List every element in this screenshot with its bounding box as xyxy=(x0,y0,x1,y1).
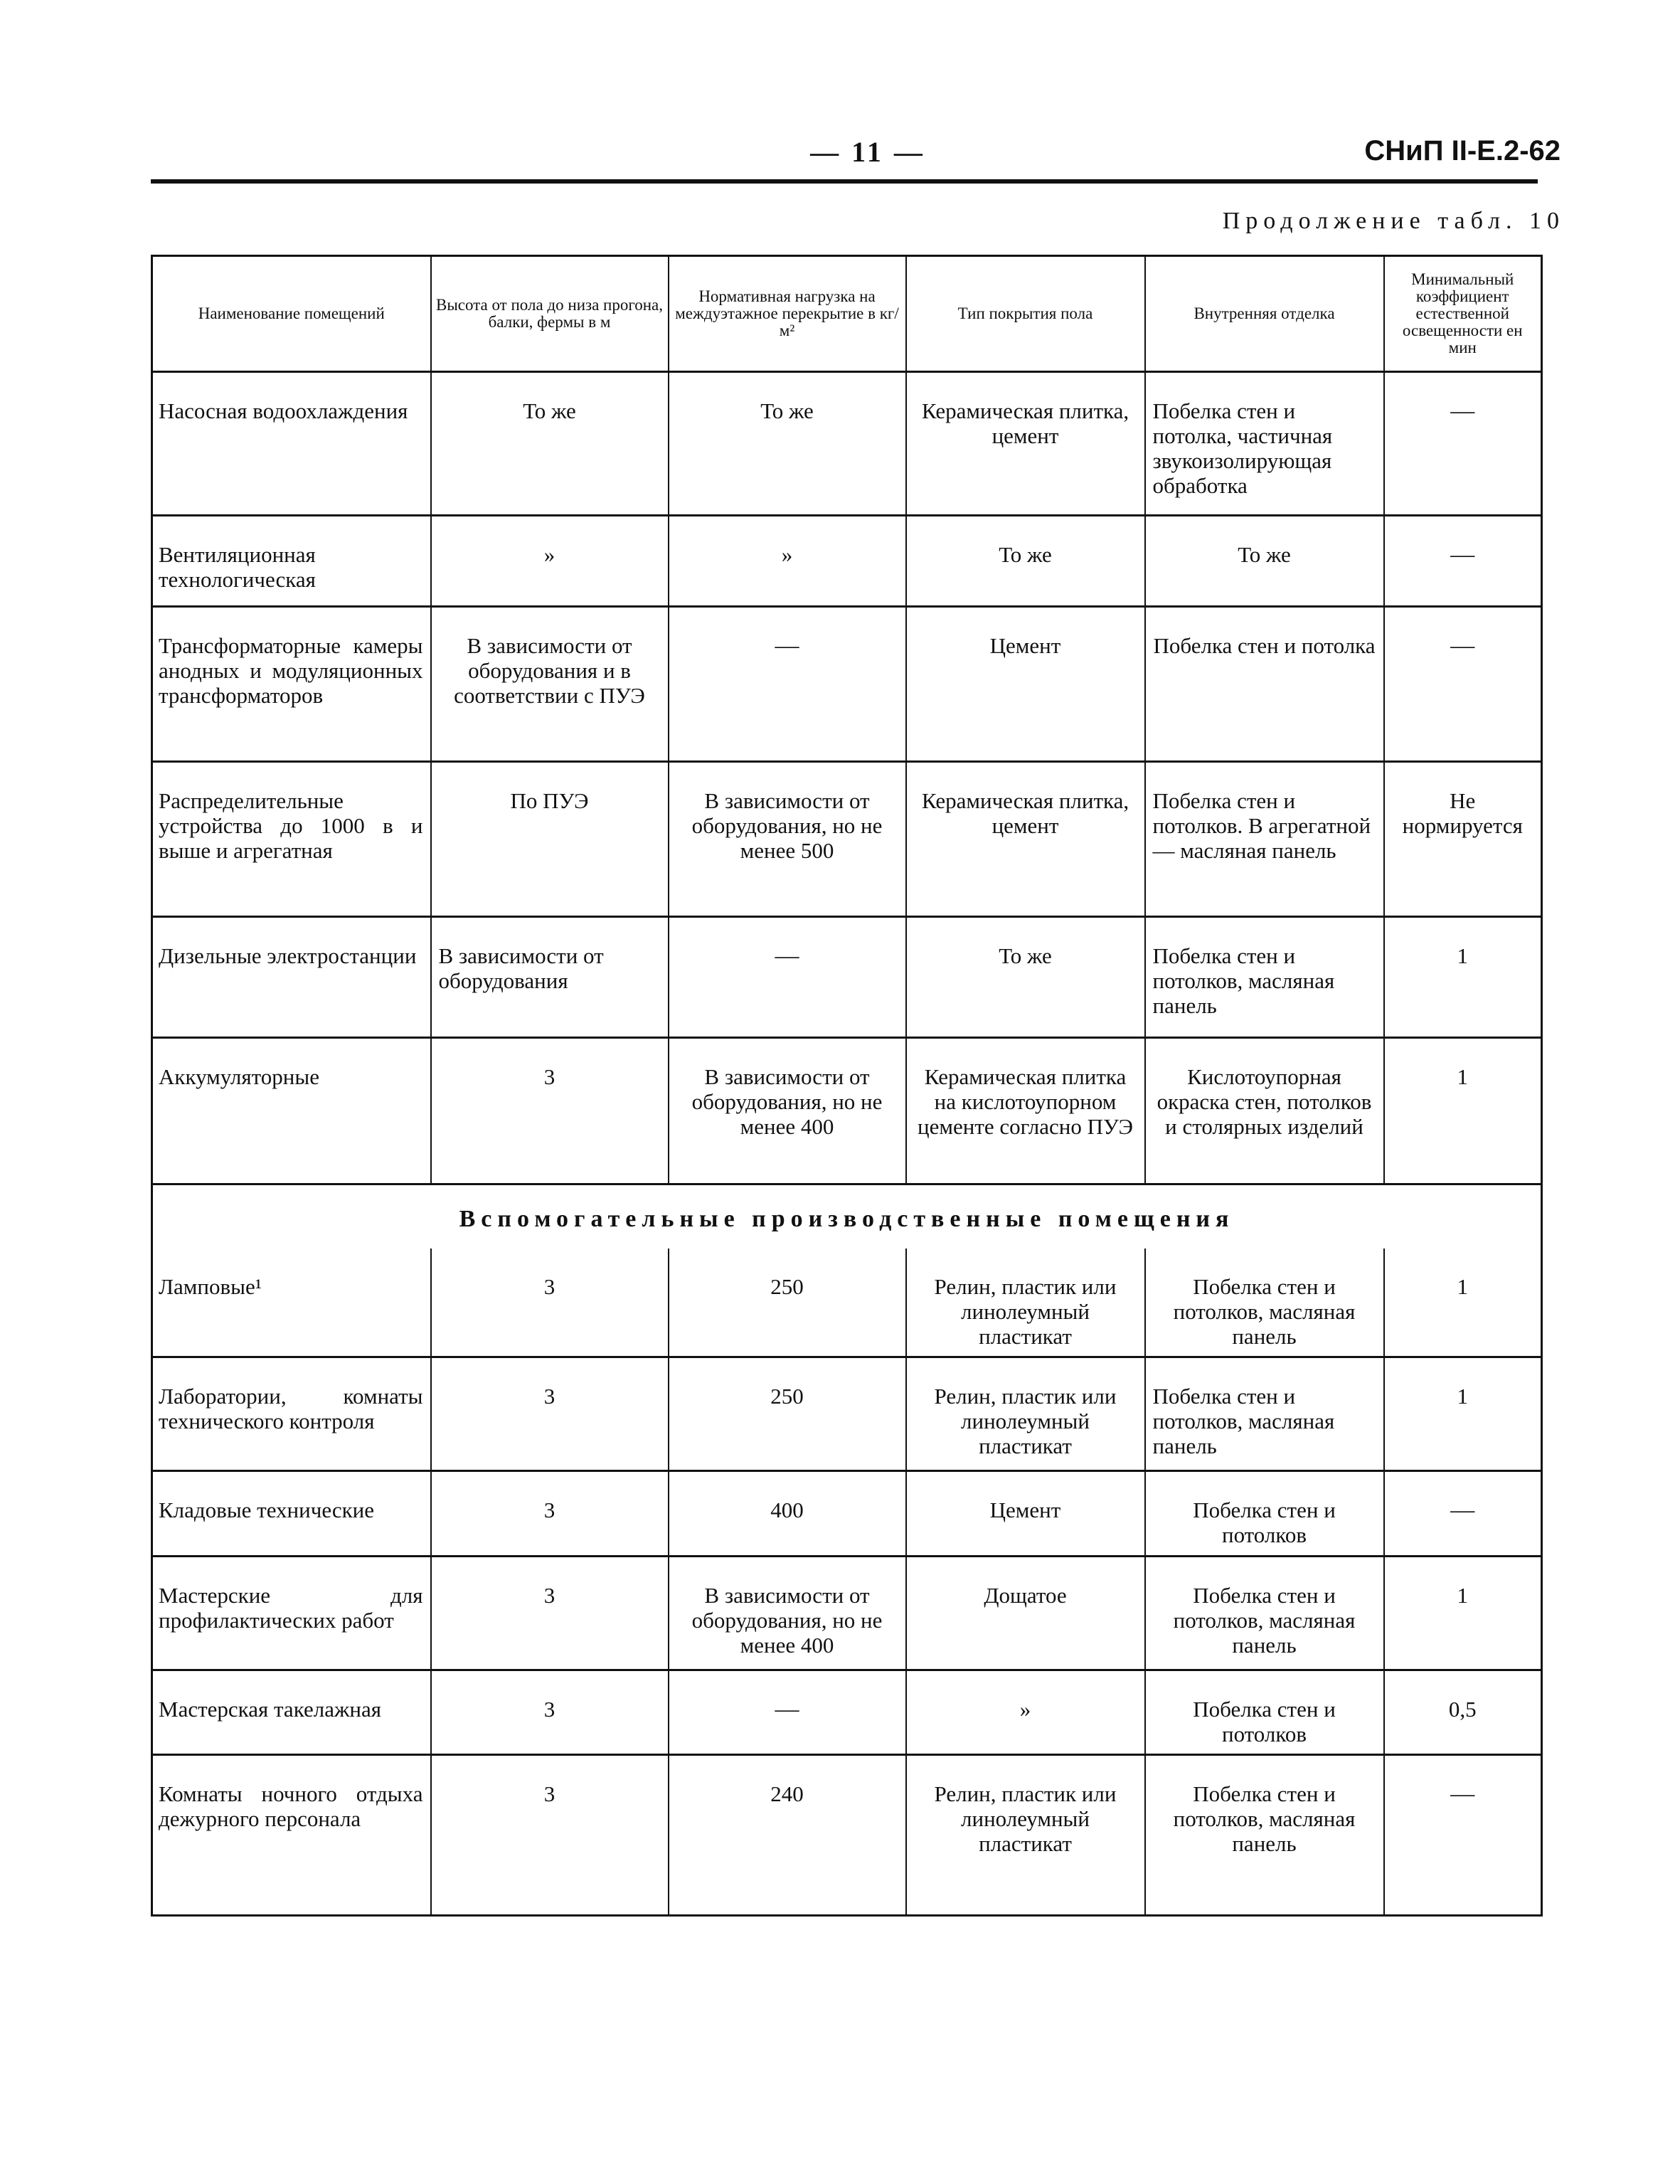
column-header-illumination: Минимальный коэффициент естественной освещенности eн мин xyxy=(1384,256,1542,372)
floor-type-cell: Релин, пластик или линолеумный пластикат xyxy=(906,1249,1145,1357)
table-row xyxy=(152,1357,1542,1471)
header-rule xyxy=(151,179,1538,184)
finish-cell: Побелка стен и потолков, масляная панель xyxy=(1145,917,1384,1038)
load-cell: 250 xyxy=(669,1357,906,1471)
column-header-height: Высота от пола до низа прогона, балки, фермы в м xyxy=(431,256,669,372)
load-cell: » xyxy=(669,516,906,607)
table-row xyxy=(152,1249,1542,1357)
floor-type-cell: То же xyxy=(906,516,1145,607)
finish-cell: Кислотоупорная окраска стен, потолков и столярных изделий xyxy=(1145,1038,1384,1184)
table-row xyxy=(152,1038,1542,1184)
page-number: — 11 — xyxy=(810,136,925,168)
illumination-cell: — xyxy=(1384,1471,1542,1557)
load-cell: — xyxy=(669,607,906,762)
finish-cell: Побелка стен и потолка xyxy=(1145,607,1384,762)
height-cell: » xyxy=(431,516,669,607)
table-row xyxy=(152,1755,1542,1916)
finish-cell: Побелка стен и потолков xyxy=(1145,1471,1384,1557)
section-title: Вспомогательные производственные помещения xyxy=(152,1184,1542,1249)
illumination-cell: — xyxy=(1384,516,1542,607)
column-header-room-name: Наименование помещений xyxy=(152,256,431,372)
illumination-cell: — xyxy=(1384,607,1542,762)
floor-type-cell: То же xyxy=(906,917,1145,1038)
table-row xyxy=(152,372,1542,516)
height-cell: По ПУЭ xyxy=(431,762,669,917)
load-cell: 400 xyxy=(669,1471,906,1557)
floor-type-cell: Керамическая плитка на кислотоупорном цементе согласно ПУЭ xyxy=(906,1038,1145,1184)
room-name-cell: Кладовые технические xyxy=(152,1471,431,1557)
illumination-cell: 1 xyxy=(1384,1038,1542,1184)
room-name-cell: Комнаты ночного отдыха дежурного персонала xyxy=(152,1755,431,1916)
height-cell: 3 xyxy=(431,1357,669,1471)
load-cell: В зависимости от оборудования, но не менее 400 xyxy=(669,1557,906,1670)
document-id: СНиП II-Е.2-62 xyxy=(1364,135,1561,166)
height-cell: 3 xyxy=(431,1249,669,1357)
table-row xyxy=(152,1471,1542,1557)
rooms-table xyxy=(151,255,1543,1917)
finish-cell: То же xyxy=(1145,516,1384,607)
finish-cell: Побелка стен и потолков. В агрегатной — масляная панель xyxy=(1145,762,1384,917)
illumination-cell: 1 xyxy=(1384,1557,1542,1670)
height-cell: 3 xyxy=(431,1670,669,1755)
room-name-cell: Ламповые¹ xyxy=(152,1249,431,1357)
illumination-cell: — xyxy=(1384,372,1542,516)
floor-type-cell: Керамическая плитка, цемент xyxy=(906,372,1145,516)
page-header xyxy=(0,0,1680,234)
column-header-floor-type: Тип покрытия пола xyxy=(906,256,1145,372)
table-row xyxy=(152,1670,1542,1755)
height-cell: В зависимости от оборудования и в соответствии с ПУЭ xyxy=(431,607,669,762)
floor-type-cell: Цемент xyxy=(906,607,1145,762)
room-name-cell: Аккумуляторные xyxy=(152,1038,431,1184)
load-cell: 240 xyxy=(669,1755,906,1916)
floor-type-cell: Релин, пластик или линолеумный пластикат xyxy=(906,1357,1145,1471)
table-continuation-label: Продолжение табл. 10 xyxy=(1222,208,1565,234)
illumination-cell: 0,5 xyxy=(1384,1670,1542,1755)
floor-type-cell: Цемент xyxy=(906,1471,1145,1557)
finish-cell: Побелка стен и потолков, масляная панель xyxy=(1145,1249,1384,1357)
column-header-load: Нормативная нагрузка на междуэтажное перекрытие в кг/м² xyxy=(669,256,906,372)
load-cell: То же xyxy=(669,372,906,516)
column-header-finish: Внутренняя отделка xyxy=(1145,256,1384,372)
load-cell: 250 xyxy=(669,1249,906,1357)
finish-cell: Побелка стен и потолков, масляная панель xyxy=(1145,1557,1384,1670)
room-name-cell: Лаборатории, комнаты технического контроля xyxy=(152,1357,431,1471)
height-cell: 3 xyxy=(431,1471,669,1557)
illumination-cell: 1 xyxy=(1384,1357,1542,1471)
height-cell: То же xyxy=(431,372,669,516)
load-cell: — xyxy=(669,1670,906,1755)
finish-cell: Побелка стен и потолков xyxy=(1145,1670,1384,1755)
height-cell: 3 xyxy=(431,1557,669,1670)
illumination-cell: 1 xyxy=(1384,917,1542,1038)
room-name-cell: Трансформаторные камеры анодных и модуляционных трансформаторов xyxy=(152,607,431,762)
section-heading-row xyxy=(152,1184,1542,1249)
floor-type-cell: » xyxy=(906,1670,1145,1755)
illumination-cell: 1 xyxy=(1384,1249,1542,1357)
height-cell: В зависимости от оборудования xyxy=(431,917,669,1038)
load-cell: В зависимости от оборудования, но не менее 500 xyxy=(669,762,906,917)
load-cell: В зависимости от оборудования, но не менее 400 xyxy=(669,1038,906,1184)
table-header-row xyxy=(152,256,1542,372)
room-name-cell: Насосная водоохлаждения xyxy=(152,372,431,516)
finish-cell: Побелка стен и потолка, частичная звукоизолирующая обработка xyxy=(1145,372,1384,516)
height-cell: 3 xyxy=(431,1755,669,1916)
floor-type-cell: Керамическая плитка, цемент xyxy=(906,762,1145,917)
illumination-cell: — xyxy=(1384,1755,1542,1916)
load-cell: — xyxy=(669,917,906,1038)
room-name-cell: Мастерская такелажная xyxy=(152,1670,431,1755)
finish-cell: Побелка стен и потолков, масляная панель xyxy=(1145,1755,1384,1916)
room-name-cell: Дизельные электростанции xyxy=(152,917,431,1038)
table-row xyxy=(152,917,1542,1038)
illumination-cell: Не нормируется xyxy=(1384,762,1542,917)
room-name-cell: Вентиляционная технологическая xyxy=(152,516,431,607)
room-name-cell: Распределительные устройства до 1000 в и выше и агрегатная xyxy=(152,762,431,917)
floor-type-cell: Релин, пластик или линолеумный пластикат xyxy=(906,1755,1145,1916)
finish-cell: Побелка стен и потолков, масляная панель xyxy=(1145,1357,1384,1471)
table-row xyxy=(152,607,1542,762)
room-name-cell: Мастерские для профилактических работ xyxy=(152,1557,431,1670)
table-row xyxy=(152,516,1542,607)
height-cell: 3 xyxy=(431,1038,669,1184)
floor-type-cell: Дощатое xyxy=(906,1557,1145,1670)
table-row xyxy=(152,762,1542,917)
table-row xyxy=(152,1557,1542,1670)
